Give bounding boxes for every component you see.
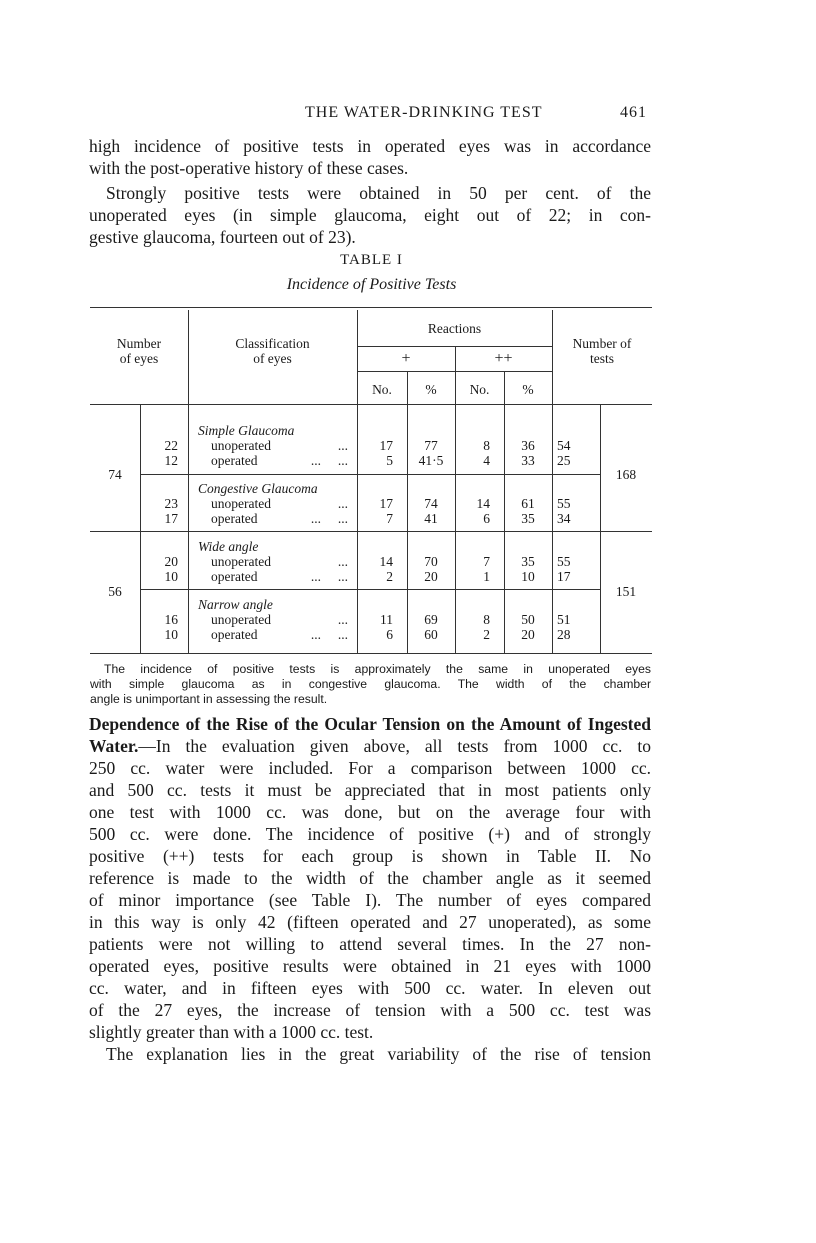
section-line: of minor importance (see Table I). The number of eyes compared xyxy=(89,890,651,910)
row-tests: 55 xyxy=(557,496,571,511)
row-plusplus-no: 8 xyxy=(483,438,490,453)
row-plusplus-pct: 10 xyxy=(521,569,535,584)
section-line: 250 cc. water were included. For a comparison between 1000 cc. xyxy=(89,758,651,778)
header-number-of-tests: tests xyxy=(589,351,614,366)
caption-line: The incidence of positive tests is approximately the same in unoperated eyes xyxy=(104,662,651,676)
section-line: cc. water, and in fifteen eyes with 500 cc. water. In eleven out xyxy=(89,978,651,998)
group-name: Wide angle xyxy=(198,539,259,554)
row-dots: ... ... xyxy=(310,453,348,468)
row-dots: ... xyxy=(337,438,348,453)
row-dots: ... xyxy=(337,612,348,627)
row-plus-no: 6 xyxy=(386,627,393,642)
section-line: operated eyes, positive results were obtained in 21 eyes with 1000 xyxy=(89,956,651,976)
table-header-rule xyxy=(90,404,652,405)
row-plus-no: 2 xyxy=(386,569,393,584)
row-plusplus-pct: 20 xyxy=(521,627,535,642)
intro-line: gestive glaucoma, fourteen out of 23). xyxy=(89,227,356,247)
row-plus-pct: 69 xyxy=(424,612,438,627)
row-plus-pct: 74 xyxy=(424,496,438,511)
row-eyes: 20 xyxy=(164,554,178,569)
row-plusplus-pct: 36 xyxy=(521,438,535,453)
header-reactions: Reactions xyxy=(427,321,482,336)
row-eyes: 12 xyxy=(164,453,178,468)
section-line xyxy=(89,735,651,757)
table-rule xyxy=(600,404,601,653)
table-title: Incidence of Positive Tests xyxy=(286,276,457,293)
row-dots: ... ... xyxy=(310,511,348,526)
row-dots: ... xyxy=(337,554,348,569)
row-plusplus-pct: 33 xyxy=(521,453,535,468)
total-eyes: 56 xyxy=(108,584,122,599)
row-eyes: 23 xyxy=(164,496,178,511)
row-plus-no: 17 xyxy=(379,438,393,453)
row-label: operated xyxy=(211,627,258,642)
row-plus-pct: 41·5 xyxy=(418,453,444,468)
page-number: 461 xyxy=(620,104,647,121)
row-label: unoperated xyxy=(211,612,271,627)
row-tests: 54 xyxy=(557,438,571,453)
row-label: operated xyxy=(211,511,258,526)
row-plus-no: 14 xyxy=(379,554,393,569)
row-plus-pct: 77 xyxy=(424,438,438,453)
row-tests: 55 xyxy=(557,554,571,569)
table-bottom-rule xyxy=(90,653,652,654)
row-eyes: 10 xyxy=(164,569,178,584)
total-eyes: 74 xyxy=(108,467,122,482)
row-plusplus-pct: 50 xyxy=(521,612,535,627)
row-plus-no: 11 xyxy=(380,612,393,627)
header-number-of-tests: Number of xyxy=(572,336,632,351)
row-tests: 34 xyxy=(557,511,571,526)
header-no: No. xyxy=(372,382,392,397)
group-name: Narrow angle xyxy=(198,597,273,612)
section-line: of the 27 eyes, the increase of tension with a 500 cc. test was xyxy=(89,1000,651,1020)
caption-line: with simple glaucoma as in congestive glaucoma. The width of the chamber xyxy=(90,677,651,691)
row-eyes: 16 xyxy=(164,612,178,627)
row-plus-pct: 60 xyxy=(424,627,438,642)
row-tests: 51 xyxy=(557,612,571,627)
table-rule xyxy=(140,589,600,590)
row-plusplus-no: 6 xyxy=(483,511,490,526)
header-classification: Classification xyxy=(235,336,310,351)
row-eyes: 17 xyxy=(164,511,178,526)
row-eyes: 22 xyxy=(164,438,178,453)
row-label: unoperated xyxy=(211,438,271,453)
row-plus-pct: 70 xyxy=(424,554,438,569)
group-name: Congestive Glaucoma xyxy=(198,481,318,496)
row-plus-no: 5 xyxy=(386,453,393,468)
section-line: slightly greater than with a 1000 cc. test. xyxy=(89,1022,374,1042)
section-line: positive (++) tests for each group is shown in Table II. No xyxy=(89,846,651,866)
section-line: reference is made to the width of the chamber angle as it seemed xyxy=(89,868,651,888)
row-tests: 17 xyxy=(557,569,571,584)
row-label: operated xyxy=(211,453,258,468)
header-plus: + xyxy=(401,350,411,367)
row-dots: ... ... xyxy=(310,627,348,642)
row-label: operated xyxy=(211,569,258,584)
header-number-of-eyes: of eyes xyxy=(119,351,159,366)
section-line: one test with 1000 cc. was done, but on the average four with xyxy=(89,802,651,822)
header-plusplus: ++ xyxy=(494,350,513,367)
row-plusplus-no: 7 xyxy=(483,554,490,569)
total-tests: 151 xyxy=(615,584,637,599)
row-plusplus-no: 4 xyxy=(483,453,490,468)
intro-line: with the post-operative history of these cases. xyxy=(89,158,409,178)
group-name: Simple Glaucoma xyxy=(198,423,295,438)
row-label: unoperated xyxy=(211,554,271,569)
row-tests: 28 xyxy=(557,627,571,642)
section-line: 500 cc. were done. The incidence of positive (+) and of strongly xyxy=(89,824,651,844)
header-pct: % xyxy=(425,382,437,397)
header-pct: % xyxy=(522,382,534,397)
section-line: and 500 cc. tests it must be appreciated that in most patients only xyxy=(89,780,651,800)
section-line: The explanation lies in the great variability of the rise of tension xyxy=(106,1044,651,1064)
intro-line: Strongly positive tests were obtained in 50 per cent. of the xyxy=(106,183,651,203)
row-dots: ... xyxy=(337,496,348,511)
table-top-rule xyxy=(90,307,652,308)
row-plus-no: 17 xyxy=(379,496,393,511)
table-label: TABLE I xyxy=(340,252,403,268)
row-plusplus-no: 2 xyxy=(483,627,490,642)
intro-line: high incidence of positive tests in operated eyes was in accordance xyxy=(89,136,651,156)
row-plus-no: 7 xyxy=(386,511,393,526)
row-plusplus-no: 14 xyxy=(476,496,490,511)
row-eyes: 10 xyxy=(164,627,178,642)
row-label: unoperated xyxy=(211,496,271,511)
section-first-line: —In the evaluation given above, all tests from 1000 cc. to xyxy=(138,736,651,756)
header-classification: of eyes xyxy=(253,351,292,366)
total-tests: 168 xyxy=(615,467,637,482)
section-line: patients were not willing to attend several times. In the 27 non- xyxy=(89,934,651,954)
running-head-title: THE WATER-DRINKING TEST xyxy=(305,104,543,121)
section-heading-line xyxy=(89,713,651,735)
section-line: in this way is only 42 (fifteen operated and 27 unoperated), as some xyxy=(89,912,651,932)
row-dots: ... ... xyxy=(310,569,348,584)
row-plus-pct: 41 xyxy=(424,511,438,526)
row-plus-pct: 20 xyxy=(424,569,438,584)
row-plusplus-pct: 35 xyxy=(521,554,535,569)
table-rule xyxy=(140,474,600,475)
header-no: No. xyxy=(469,382,490,397)
intro-line: unoperated eyes (in simple glaucoma, eight out of 22; in con- xyxy=(89,205,651,225)
caption-line: angle is unimportant in assessing the result. xyxy=(90,692,328,706)
row-plusplus-no: 8 xyxy=(483,612,490,627)
table-rule xyxy=(90,531,652,532)
row-plusplus-pct: 35 xyxy=(521,511,535,526)
row-plusplus-no: 1 xyxy=(483,569,490,584)
section-heading: Dependence of the Rise of the Ocular Tension on the Amount of Ingested xyxy=(89,714,651,734)
row-tests: 25 xyxy=(557,453,571,468)
header-number-of-eyes: Number xyxy=(116,336,162,351)
section-heading-end: Water. xyxy=(89,736,139,756)
row-plusplus-pct: 61 xyxy=(521,496,535,511)
